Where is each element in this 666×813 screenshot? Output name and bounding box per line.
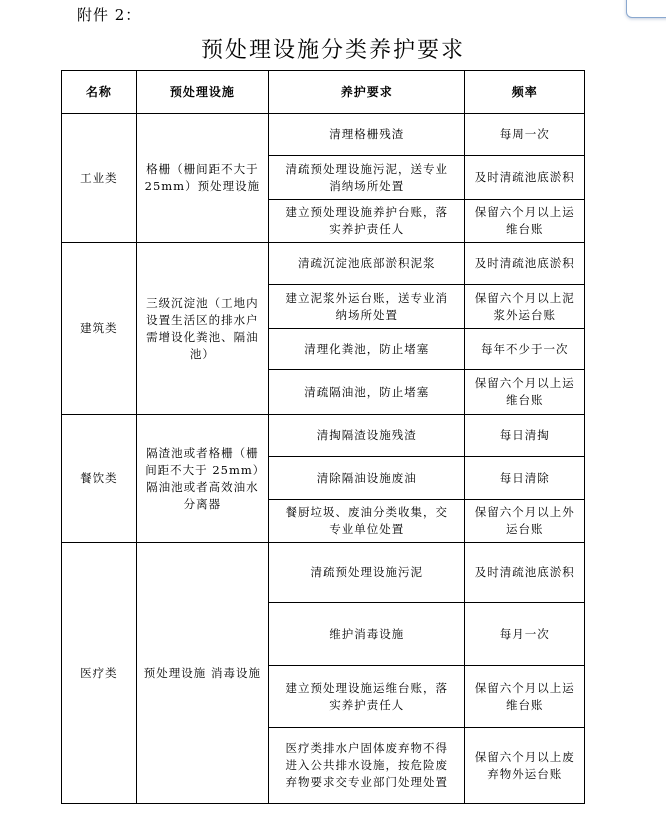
- category-cell: 工业类: [62, 114, 137, 243]
- frequency-cell: 保留六个月以上外运台账: [465, 500, 585, 543]
- requirement-cell: 清疏预处理设施污泥: [269, 543, 465, 603]
- requirement-cell: 建立预处理设施运维台账，落实养护责任人: [269, 666, 465, 728]
- requirement-cell: 清除隔油设施废油: [269, 457, 465, 500]
- frequency-cell: 及时清疏池底淤积: [465, 156, 585, 200]
- header-requirement: 养护要求: [269, 71, 465, 114]
- requirement-cell: 清疏预处理设施污泥，送专业消纳场所处置: [269, 156, 465, 200]
- frequency-cell: 每周一次: [465, 114, 585, 156]
- facility-cell: 预处理设施 消毒设施: [136, 543, 268, 804]
- category-cell: 建筑类: [62, 243, 137, 415]
- frequency-cell: 保留六个月以上运维台账: [465, 200, 585, 243]
- requirement-cell: 清疏隔油池，防止堵塞: [269, 370, 465, 415]
- table-row: [62, 543, 585, 603]
- maintenance-requirements-table: [61, 70, 585, 804]
- frequency-cell: 保留六个月以上运维台账: [465, 370, 585, 415]
- frequency-cell: 保留六个月以上泥浆外运台账: [465, 285, 585, 329]
- requirement-cell: 维护消毒设施: [269, 603, 465, 666]
- document-title: 预处理设施分类养护要求: [200, 38, 465, 63]
- frequency-cell: 每日清掏: [465, 415, 585, 457]
- requirement-cell: 餐厨垃圾、废油分类收集，交专业单位处置: [269, 500, 465, 543]
- header-frequency: 频率: [465, 71, 585, 114]
- frequency-cell: 每年不少于一次: [465, 329, 585, 370]
- facility-cell: 三级沉淀池（工地内设置生活区的排水户需增设化粪池、隔油池）: [136, 243, 268, 415]
- facility-cell: 格栅（栅间距不大于 25mm）预处理设施: [136, 114, 268, 243]
- facility-cell: 隔渣池或者格栅（栅间距不大于 25mm）隔油池或者高效油水分离器: [136, 415, 268, 543]
- window-corner-tab: [626, 0, 666, 18]
- header-row: [62, 71, 585, 114]
- table-row: [62, 114, 585, 156]
- requirement-cell: 清疏沉淀池底部淤积泥浆: [269, 243, 465, 285]
- frequency-cell: 保留六个月以上运维台账: [465, 666, 585, 728]
- table-row: [62, 415, 585, 457]
- requirement-cell: 医疗类排水户固体废弃物不得进入公共排水设施，按危险废弃物要求交专业部门处理处置: [269, 728, 465, 804]
- annex-label: 附件 2：: [77, 6, 142, 24]
- frequency-cell: 及时清疏池底淤积: [465, 543, 585, 603]
- header-facility: 预处理设施: [136, 71, 268, 114]
- frequency-cell: 及时清疏池底淤积: [465, 243, 585, 285]
- category-cell: 医疗类: [62, 543, 137, 804]
- frequency-cell: 每月一次: [465, 603, 585, 666]
- requirement-cell: 建立预处理设施养护台账，落实养护责任人: [269, 200, 465, 243]
- table-row: [62, 243, 585, 285]
- frequency-cell: 每日清除: [465, 457, 585, 500]
- requirement-cell: 清理格栅残渣: [269, 114, 465, 156]
- header-name: 名称: [62, 71, 137, 114]
- requirement-cell: 清掏隔渣设施残渣: [269, 415, 465, 457]
- category-cell: 餐饮类: [62, 415, 137, 543]
- requirement-cell: 建立泥浆外运台账，送专业消纳场所处置: [269, 285, 465, 329]
- requirement-cell: 清理化粪池，防止堵塞: [269, 329, 465, 370]
- frequency-cell: 保留六个月以上废弃物外运台账: [465, 728, 585, 804]
